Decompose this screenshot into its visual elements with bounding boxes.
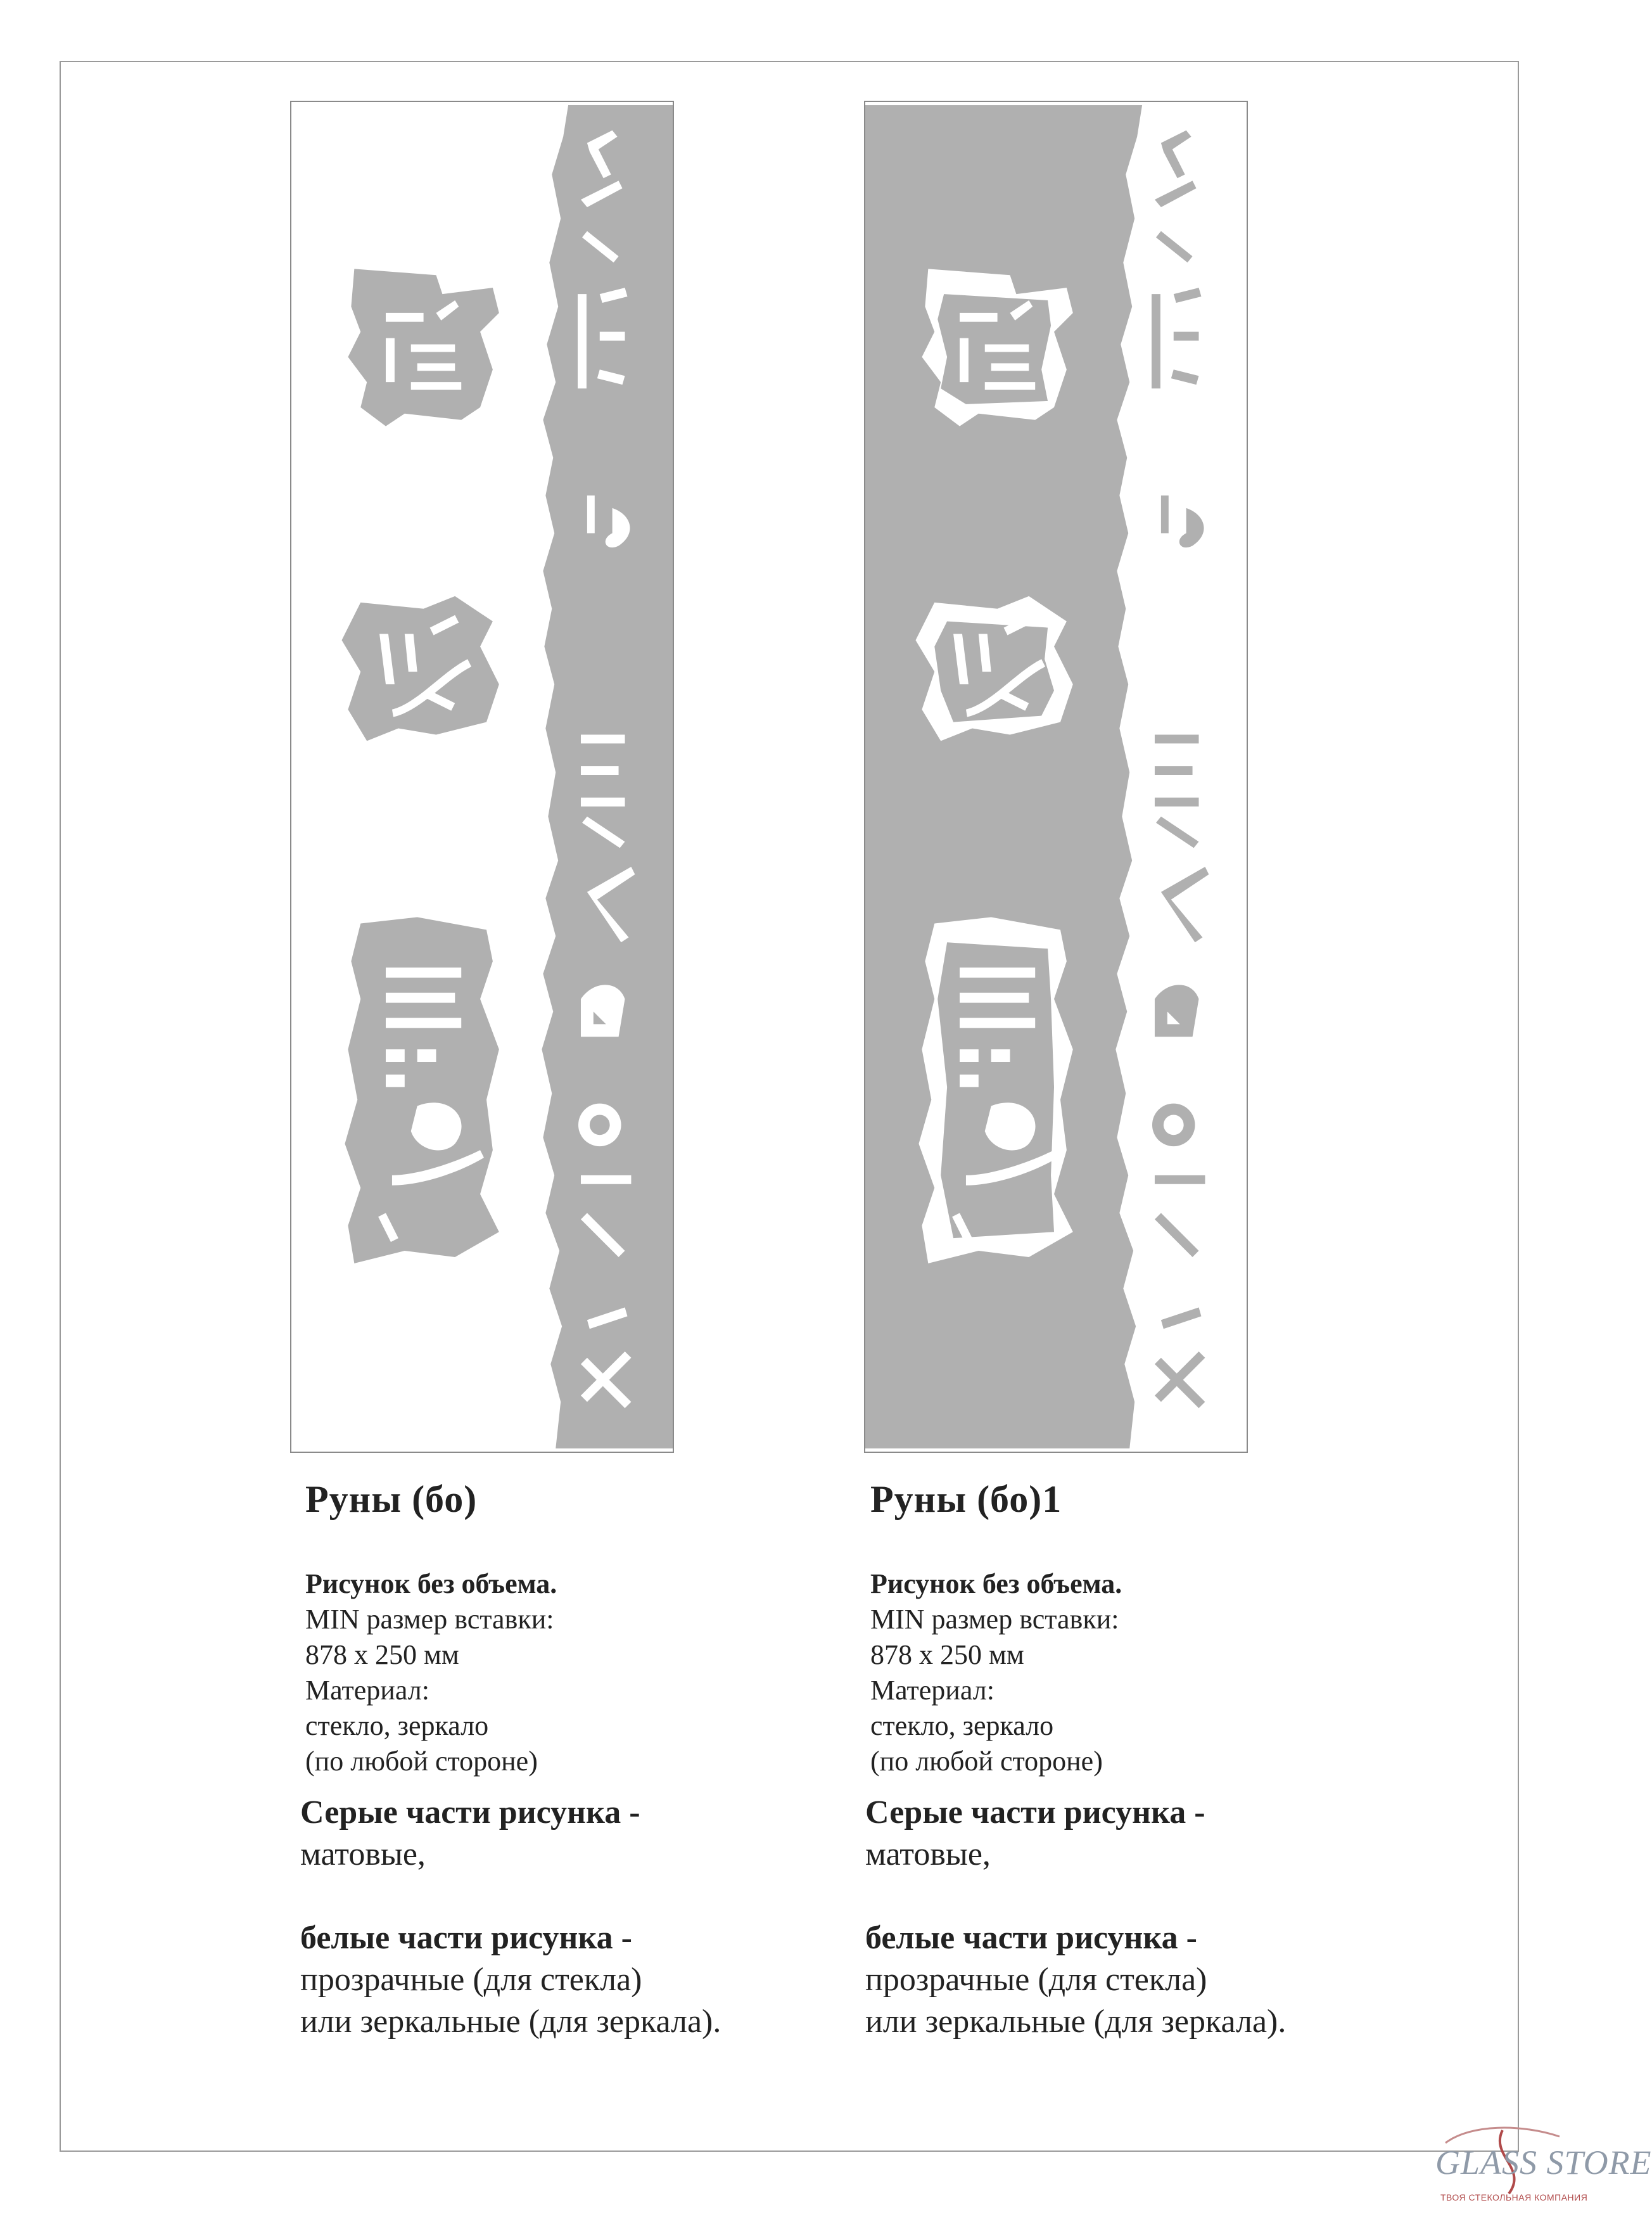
spec-line: (по любой стороне) xyxy=(305,1746,538,1777)
spec-line: Рисунок без объема. xyxy=(305,1568,557,1599)
spec-line: 878 х 250 мм xyxy=(870,1639,1024,1670)
gray-parts-heading: Серые части рисунка - xyxy=(865,1794,1205,1831)
design-notes xyxy=(300,1792,721,2043)
rune-artwork-right xyxy=(865,102,1247,1452)
spec-line: MIN размер вставки: xyxy=(870,1604,1119,1635)
gray-parts-value: матовые, xyxy=(865,1836,991,1872)
white-parts-line: прозрачные (для стекла) xyxy=(865,1962,1207,1998)
gray-parts-value: матовые, xyxy=(300,1836,426,1872)
spec-line: MIN размер вставки: xyxy=(305,1604,554,1635)
spec-line: Материал: xyxy=(870,1675,994,1706)
spec-line: Материал: xyxy=(305,1675,429,1706)
design-specs xyxy=(305,1566,557,1779)
spec-line: Рисунок без объема. xyxy=(870,1568,1122,1599)
page-frame xyxy=(60,61,1519,2152)
gray-parts-heading: Серые части рисунка - xyxy=(300,1794,640,1831)
design-panel-left xyxy=(290,101,674,1453)
design-panel-right xyxy=(864,101,1248,1453)
white-parts-line: или зеркальные (для зеркала). xyxy=(865,2004,1287,2040)
rune-artwork-left xyxy=(291,102,673,1452)
white-parts-heading: белые части рисунка - xyxy=(300,1920,632,1956)
logo-tagline: ТВОЯ СТЕКОЛЬНАЯ КОМПАНИЯ xyxy=(1440,2192,1588,2202)
spec-line: 878 х 250 мм xyxy=(305,1639,459,1670)
spec-line: стекло, зеркало xyxy=(305,1710,489,1741)
design-title: Руны (бо)1 xyxy=(870,1478,1062,1520)
white-parts-line: прозрачные (для стекла) xyxy=(300,1962,642,1998)
design-notes xyxy=(865,1792,1286,2043)
white-parts-line: или зеркальные (для зеркала). xyxy=(300,2004,721,2040)
logo-wordmark: GLASS STORE xyxy=(1435,2144,1652,2182)
design-title: Руны (бо) xyxy=(305,1478,478,1520)
glass-store-logo xyxy=(1433,2118,1652,2223)
design-specs xyxy=(870,1566,1122,1779)
white-parts-heading: белые части рисунка - xyxy=(865,1920,1197,1956)
spec-line: (по любой стороне) xyxy=(870,1746,1103,1777)
spec-line: стекло, зеркало xyxy=(870,1710,1054,1741)
